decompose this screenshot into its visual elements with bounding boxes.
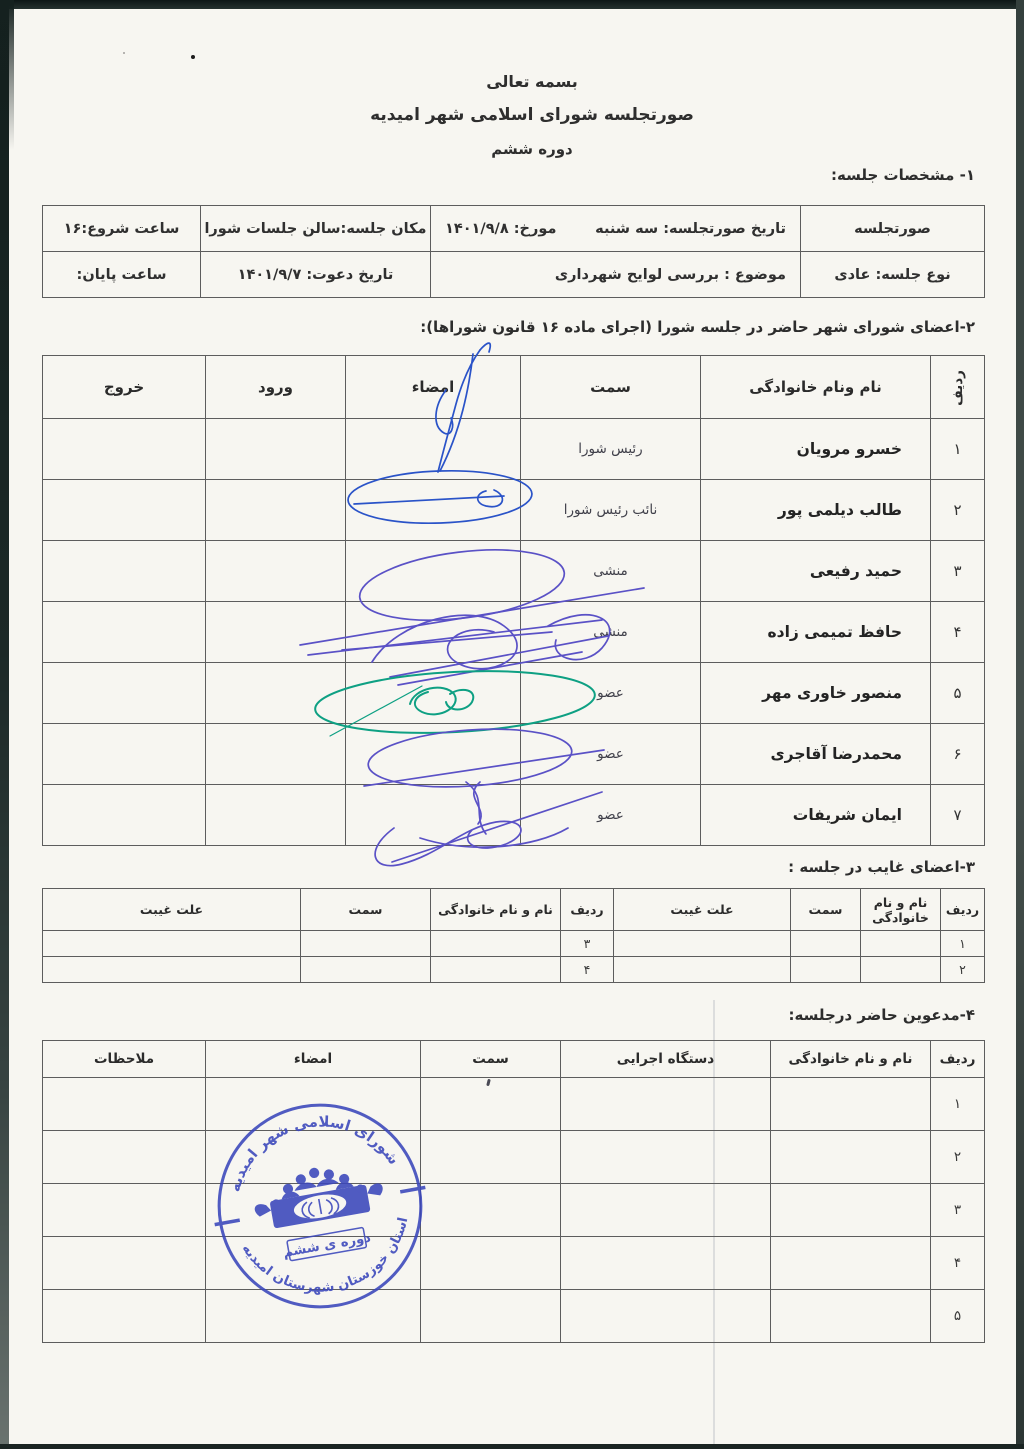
invitees-table — [42, 1040, 985, 1343]
exit-cell — [43, 541, 206, 602]
member-role: منشی — [521, 602, 701, 663]
table-header-row — [43, 356, 985, 419]
empty-cell — [301, 957, 431, 983]
meeting-location-cell: مکان جلسه:سالن جلسات شورا — [201, 206, 431, 252]
entry-cell — [206, 480, 346, 541]
minutes-date-value: مورخ: ۱۴۰۱/۹/۸ — [445, 220, 557, 237]
table-header-row — [43, 889, 985, 931]
member-name: ایمان شریفات — [701, 785, 931, 846]
invitee-row — [43, 1290, 985, 1343]
stamp-middle-text: دوره ی ششم — [282, 1230, 372, 1261]
empty-cell — [561, 1131, 771, 1184]
table-header-row — [43, 1041, 985, 1078]
empty-cell — [206, 1237, 421, 1290]
meeting-type-cell: نوع جلسه: عادی — [801, 252, 985, 298]
invitee-row — [43, 1078, 985, 1131]
exit-cell — [43, 419, 206, 480]
exit-cell — [43, 785, 206, 846]
row-number: ۴ — [931, 602, 985, 663]
member-row — [43, 663, 985, 724]
entry-cell — [206, 663, 346, 724]
empty-cell — [561, 1078, 771, 1131]
meeting-specs-table — [42, 205, 985, 298]
scan-edge-left — [0, 0, 9, 1449]
row-number: ۳ — [931, 1184, 985, 1237]
minutes-date-label: تاریخ صورتجلسه: سه شنبه — [595, 220, 786, 237]
empty-cell — [43, 957, 301, 983]
row-number: ۲ — [931, 1131, 985, 1184]
row-number-label: ردیف — [949, 370, 966, 406]
col-header-name: نام و نام خانوادگی — [771, 1041, 931, 1078]
empty-cell — [43, 1131, 206, 1184]
col-header-notes: ملاحظات — [43, 1041, 206, 1078]
row-number: ۴ — [561, 957, 614, 983]
empty-cell — [861, 931, 941, 957]
member-row — [43, 724, 985, 785]
absent-row — [43, 931, 985, 957]
minutes-date-cell — [431, 206, 801, 252]
entry-cell — [206, 541, 346, 602]
table-row — [43, 252, 985, 298]
col-header-row-number: ردیف — [561, 889, 614, 931]
empty-cell — [206, 1131, 421, 1184]
col-header-entry: ورود — [206, 356, 346, 419]
row-number: ۷ — [931, 785, 985, 846]
empty-cell — [431, 931, 561, 957]
empty-cell — [301, 931, 431, 957]
col-header-row-number: ردیف — [941, 889, 985, 931]
entry-cell — [206, 419, 346, 480]
start-time-cell: ساعت شروع:۱۶ — [43, 206, 201, 252]
empty-cell — [206, 1184, 421, 1237]
row-number: ۲ — [941, 957, 985, 983]
signature-cell — [346, 419, 521, 480]
member-name: محمدرضا آقاجری — [701, 724, 931, 785]
entry-cell — [206, 785, 346, 846]
col-header-row-number — [931, 356, 985, 419]
member-role: عضو — [521, 785, 701, 846]
row-number: ۳ — [561, 931, 614, 957]
empty-cell — [43, 931, 301, 957]
signature-cell — [346, 724, 521, 785]
empty-cell — [614, 931, 791, 957]
empty-cell — [431, 957, 561, 983]
empty-cell — [421, 1131, 561, 1184]
member-name: منصور خاوری مهر — [701, 663, 931, 724]
invitee-row — [43, 1184, 985, 1237]
member-name: طالب دیلمی پور — [701, 480, 931, 541]
page-subtitle: دوره ششم — [491, 140, 573, 158]
col-header-signature: امضاء — [206, 1041, 421, 1078]
row-number: ۱ — [941, 931, 985, 957]
col-header-role: سمت — [791, 889, 861, 931]
section2-title: ۲-اعضای شورای شهر حاضر در جلسه شورا (اجرای ماده ۱۶ قانون شوراها): — [420, 318, 975, 336]
empty-cell — [614, 957, 791, 983]
scan-edge-right — [1016, 0, 1024, 1449]
signature-cell — [346, 602, 521, 663]
signature-cell — [346, 480, 521, 541]
empty-cell — [771, 1290, 931, 1343]
empty-cell — [771, 1131, 931, 1184]
exit-cell — [43, 724, 206, 785]
empty-cell — [421, 1290, 561, 1343]
absent-members-table — [42, 888, 985, 983]
empty-cell — [561, 1237, 771, 1290]
col-header-exit: خروج — [43, 356, 206, 419]
member-role: رئیس شورا — [521, 419, 701, 480]
member-role: عضو — [521, 724, 701, 785]
end-time-cell: ساعت پایان: — [43, 252, 201, 298]
empty-cell — [43, 1184, 206, 1237]
empty-cell — [421, 1184, 561, 1237]
empty-cell — [421, 1078, 561, 1131]
member-role: منشی — [521, 541, 701, 602]
col-header-role: سمت — [521, 356, 701, 419]
col-header-agency: دستگاه اجرایی — [561, 1041, 771, 1078]
member-name: حمید رفیعی — [701, 541, 931, 602]
exit-cell — [43, 663, 206, 724]
member-name: حافظ تمیمی زاده — [701, 602, 931, 663]
member-role: عضو — [521, 663, 701, 724]
entry-cell — [206, 602, 346, 663]
signature-cell — [346, 663, 521, 724]
section3-title: ۳-اعضای غایب در جلسه : — [788, 858, 975, 876]
invite-date-cell: تاریخ دعوت: ۱۴۰۱/۹/۷ — [201, 252, 431, 298]
member-row — [43, 419, 985, 480]
empty-cell — [861, 957, 941, 983]
exit-cell — [43, 480, 206, 541]
member-row — [43, 541, 985, 602]
section1-title: ۱- مشخصات جلسه: — [831, 166, 975, 184]
row-number: ۱ — [931, 419, 985, 480]
meeting-subject-cell: موضوع : بررسی لوایح شهرداری — [431, 252, 801, 298]
empty-cell — [771, 1184, 931, 1237]
col-header-absence-reason: علت غیبت — [614, 889, 791, 931]
empty-cell — [771, 1078, 931, 1131]
empty-cell — [43, 1237, 206, 1290]
entry-cell — [206, 724, 346, 785]
minutes-label-cell: صورتجلسه — [801, 206, 985, 252]
empty-cell — [43, 1078, 206, 1131]
empty-cell — [206, 1290, 421, 1343]
empty-cell — [421, 1237, 561, 1290]
invitee-row — [43, 1131, 985, 1184]
col-header-name: نام ونام خانوادگی — [701, 356, 931, 419]
col-header-signature: امضاء — [346, 356, 521, 419]
col-header-role: سمت — [421, 1041, 561, 1078]
present-members-table — [42, 355, 985, 846]
member-role: نائب رئیس شورا — [521, 480, 701, 541]
section4-title: ۴-مدعوین حاضر درجلسه: — [788, 1006, 975, 1024]
row-number: ۵ — [931, 663, 985, 724]
member-name: خسرو مرویان — [701, 419, 931, 480]
stamp-bottom-text: استان خوزستان شهرستان امیدیه — [238, 1216, 412, 1296]
scan-edge-left-corner — [0, 0, 14, 150]
absent-row — [43, 957, 985, 983]
invitee-row — [43, 1237, 985, 1290]
row-number: ۱ — [931, 1078, 985, 1131]
col-header-name: نام و نام خانوادگی — [431, 889, 561, 931]
col-header-role: سمت — [301, 889, 431, 931]
empty-cell — [206, 1078, 421, 1131]
scan-speck — [191, 55, 195, 59]
member-row — [43, 480, 985, 541]
empty-cell — [561, 1290, 771, 1343]
row-number: ۶ — [931, 724, 985, 785]
signature-cell — [346, 785, 521, 846]
col-header-row-number: ردیف — [931, 1041, 985, 1078]
exit-cell — [43, 602, 206, 663]
row-number: ۲ — [931, 480, 985, 541]
scan-speck — [123, 52, 125, 54]
table-row — [43, 206, 985, 252]
empty-cell — [561, 1184, 771, 1237]
empty-cell — [771, 1237, 931, 1290]
empty-cell — [43, 1290, 206, 1343]
scan-edge-bottom — [0, 1444, 1024, 1449]
row-number: ۳ — [931, 541, 985, 602]
signature-cell — [346, 541, 521, 602]
page-title: صورتجلسه شورای اسلامی شهر امیدیه — [370, 105, 694, 125]
member-row — [43, 785, 985, 846]
empty-cell — [791, 957, 861, 983]
empty-cell — [791, 931, 861, 957]
stamp-top-text: شورای اسلامی شهر امیدیه — [226, 1113, 403, 1194]
row-number: ۵ — [931, 1290, 985, 1343]
scan-edge-top — [0, 0, 1024, 9]
col-header-name: نام و نام خانوادگی — [861, 889, 941, 931]
member-row — [43, 602, 985, 663]
col-header-absence-reason: علت غیبت — [43, 889, 301, 931]
row-number: ۴ — [931, 1237, 985, 1290]
bismillah-text: بسمه تعالی — [486, 72, 578, 91]
